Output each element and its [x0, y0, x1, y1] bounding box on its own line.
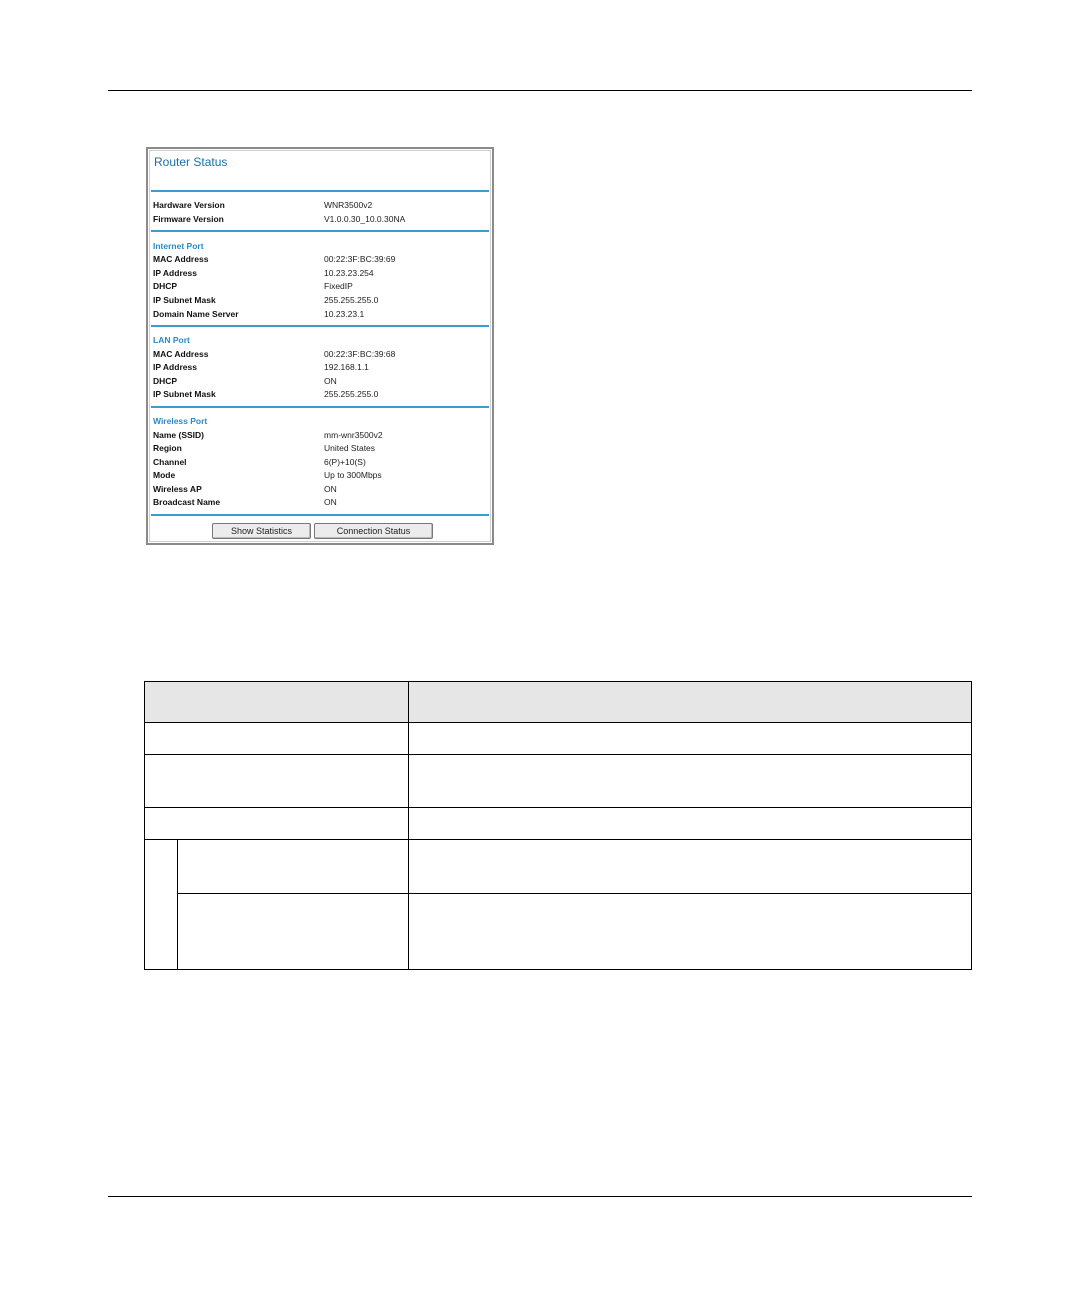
- wireless-value: 6(P)+10(S): [324, 457, 366, 467]
- hardware-version-value: WNR3500v2: [324, 200, 373, 210]
- section-separator: [151, 190, 489, 192]
- row-divider: [145, 839, 971, 840]
- wireless-label: Channel: [153, 457, 187, 467]
- wireless-value: ON: [324, 497, 337, 507]
- wireless-label: Wireless AP: [153, 484, 202, 494]
- internet-value: FixedIP: [324, 281, 353, 291]
- internet-label: Domain Name Server: [153, 309, 239, 319]
- section-separator: [151, 230, 489, 232]
- wireless-label: Region: [153, 443, 182, 453]
- internet-label: MAC Address: [153, 254, 209, 264]
- lan-row: [153, 388, 487, 401]
- lan-label: IP Address: [153, 362, 197, 372]
- wireless-row: [153, 456, 487, 469]
- internet-row: [153, 308, 487, 321]
- wireless-row: [153, 442, 487, 455]
- lan-label: MAC Address: [153, 349, 209, 359]
- wireless-row: [153, 496, 487, 509]
- wireless-value: United States: [324, 443, 376, 453]
- wireless-row: [153, 469, 487, 482]
- internet-row: [153, 267, 487, 280]
- lan-value: 00:22:3F:BC:39:68: [324, 349, 396, 359]
- show-statistics-button[interactable]: Show Statistics: [212, 523, 311, 539]
- internet-label: DHCP: [153, 281, 178, 291]
- wireless-value: Up to 300Mbps: [324, 470, 382, 480]
- internet-row: [153, 253, 487, 266]
- bottom-rule: [108, 1196, 972, 1197]
- lan-row: [153, 361, 487, 374]
- internet-port-heading: Internet Port: [153, 241, 204, 251]
- firmware-version-row: [153, 213, 487, 226]
- wireless-value: ON: [324, 484, 337, 494]
- table-header-row: [145, 682, 971, 723]
- internet-row: [153, 280, 487, 293]
- top-rule: [108, 90, 972, 91]
- lan-label: DHCP: [153, 376, 178, 386]
- wireless-value: mm-wnr3500v2: [324, 430, 383, 440]
- panel-title: Router Status: [154, 155, 228, 169]
- wireless-port-heading: Wireless Port: [153, 416, 208, 426]
- internet-label: IP Address: [153, 268, 197, 278]
- internet-value: 255.255.255.0: [324, 295, 379, 305]
- lan-label: IP Subnet Mask: [153, 389, 216, 399]
- row-divider: [177, 893, 971, 894]
- hardware-version-row: [153, 199, 487, 212]
- router-status-panel: [146, 147, 494, 545]
- section-separator: [151, 514, 489, 516]
- firmware-version-label: Firmware Version: [153, 214, 224, 224]
- lan-value: ON: [324, 376, 337, 386]
- wireless-row: [153, 483, 487, 496]
- router-status-table: [144, 681, 972, 970]
- section-separator: [151, 406, 489, 408]
- lan-row: [153, 375, 487, 388]
- internet-value: 10.23.23.1: [324, 309, 365, 319]
- indent-divider: [177, 840, 178, 969]
- internet-value: 00:22:3F:BC:39:69: [324, 254, 396, 264]
- lan-value: 255.255.255.0: [324, 389, 379, 399]
- wireless-row: [153, 429, 487, 442]
- firmware-version-value: V1.0.0.30_10.0.30NA: [324, 214, 406, 224]
- lan-row: [153, 348, 487, 361]
- internet-label: IP Subnet Mask: [153, 295, 216, 305]
- internet-row: [153, 294, 487, 307]
- row-divider: [145, 807, 971, 808]
- connection-status-button[interactable]: Connection Status: [314, 523, 433, 539]
- wireless-label: Mode: [153, 470, 176, 480]
- lan-port-heading: LAN Port: [153, 335, 190, 345]
- wireless-label: Name (SSID): [153, 430, 205, 440]
- internet-value: 10.23.23.254: [324, 268, 374, 278]
- column-divider: [408, 682, 409, 969]
- section-separator: [151, 325, 489, 327]
- wireless-label: Broadcast Name: [153, 497, 221, 507]
- lan-value: 192.168.1.1: [324, 362, 369, 372]
- row-divider: [145, 754, 971, 755]
- hardware-version-label: Hardware Version: [153, 200, 225, 210]
